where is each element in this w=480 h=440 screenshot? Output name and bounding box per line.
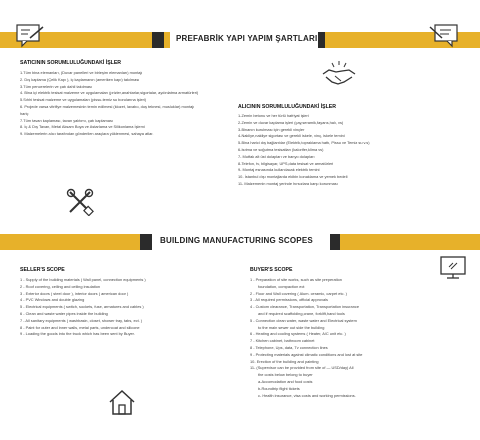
list-item: b-Roundtrip flight tickets (258, 385, 300, 391)
list-item: to the main sewer out side the building (258, 324, 325, 330)
home-icon (108, 388, 136, 416)
list-item: 5 - Connection clean water, waste water and Electrical system (250, 317, 357, 323)
list-item: 2. Dış kaplama (Çelik Kapı ), iç kaplamanın (ameriken kapı) takılması (20, 76, 140, 82)
list-item: 9. Malzemelerin alıcı tarafından gönderilen araçlara yüklenmesi, sahaya atlar. (20, 131, 154, 137)
list-item: a-Accomodation and food costs (258, 378, 313, 384)
handshake-icon (322, 60, 356, 88)
list-item: 1 - Preparation of site works, such as site preperation (250, 277, 342, 282)
list-item: 2-Zemin ve duvar kaplama işleri (çay,seramik,fayans,halı, vs) (238, 119, 344, 125)
seller-en-title: SELLER'S SCOPE (20, 267, 65, 273)
list-item: c- Health insurance, visa costs and working permissions. (258, 392, 356, 398)
tools-icon (66, 188, 94, 216)
buyer-en-list (250, 277, 460, 399)
list-item: 7 - Kitchen cabinet, bathroom cabinet (250, 338, 315, 344)
list-item: and if required scaffolding,crane, forklift,hand tools (258, 310, 345, 316)
list-item: 3-Binanın kurulması için gerekli vinçler (238, 126, 305, 132)
list-item: 1.Tüm bina elemanları, (Duvar panelleri ve birleşim elemanları) montajı (20, 70, 143, 75)
top-banner-title: PREFABRİK YAPI YAPIM ŞARTLARI (176, 34, 318, 43)
list-item: 7.Tüm tavan kaplaması, tavan yalıtımı, çatı kaplaması (20, 117, 113, 123)
buyer-en-title: BUYER'S SCOPE (250, 267, 293, 273)
banner-dark-left (140, 234, 152, 250)
list-item: 5 - Electrical equipments ( switch, sockets, fuse, armatures and cables ) (20, 304, 144, 310)
list-item: 7- Mutfak alt üst dolapları ve banyo dolapları (238, 153, 315, 159)
list-item: 2 - Roof covering, ceiling and ceiling insulation (20, 283, 101, 289)
list-item: 4-Nakliye,nakliye sigortası ve gerekli iskele, vinç, iskele temini (238, 133, 345, 139)
buyer-tr-list (238, 113, 458, 188)
list-item: 8. İç & Dış Tavan, Metal Aksam Boya ve Astarlama ve Silikonlama İşlemi (20, 124, 145, 130)
banner-accent-left (0, 234, 150, 250)
list-item: 4. Bina içi elektrik tesisat malzeme ve uygulamaları (prizler,anahtarlar,sigortalar, aydınlatma armatürleri) (20, 90, 199, 96)
list-item: 8-Telefon, tv, bilgisayar, UPS,data tesisat ve armatürleri (238, 160, 334, 166)
seller-tr-title: SATICININ SORUMLULUĞUNDAKİ İŞLER (20, 60, 122, 66)
list-item: 9- Montaj esnasında kullanılacak elektrik temini (238, 167, 320, 173)
banner-dark-left (152, 32, 164, 48)
list-item: 4 - Custom clearance, Transportation, Transportation insurance (250, 304, 359, 310)
list-item: 6. Projede varsa vitrifiye malzemesinin temin edilmesi (klozet, lavabo, duş teknesi, musluklar) montajı hariç (20, 103, 195, 116)
banner-accent-right (340, 234, 480, 250)
edit-icon (428, 24, 458, 48)
list-item: 8 - Telephone, Ups, data, Tv connection lines (250, 344, 328, 350)
list-item: 10- Erection of the building and painting (250, 358, 319, 364)
list-item: 11- Malzemenin montaj yerinde hırsızlara karşı korunması (238, 180, 338, 186)
list-item: 9 - Loading the goods into the truck which has been sent by Buyer. (20, 331, 135, 337)
list-item: 11- (Supervisor can be provided from site of — USD/day) All (250, 365, 354, 371)
list-item: 6-Isıtma ve soğutma tesisatları (kalorifer,klima vs) (238, 146, 324, 152)
list-item: 3 - Exterior doors ( steel door ), interior doors ( american door ) (20, 290, 129, 296)
list-item: 9 - Protecting materials against climatic conditions and lost at site (250, 351, 363, 357)
bottom-banner (0, 234, 480, 250)
list-item: 4 - PVC Windows and double glazing (20, 297, 85, 303)
list-item: 5-Bina harici dış bağlantılar (Elektrik,topraklama hattı, Pissu ve Temiz su v.s) (238, 140, 370, 146)
list-item: 3 - All required permissions, official approvals (250, 297, 328, 303)
list-item: 8 - Paint for outer and inner walls, metal parts, undercoat and silicone (20, 324, 140, 330)
list-item: 10- İstanbul dışı montajlarda ekibin konaklama ve yemek bedeli (238, 174, 348, 180)
list-item: foundation, compaction ect (258, 283, 305, 289)
list-item: 3.Tüm pencerelerin ve çatı dahil takılması (20, 83, 93, 89)
edit-icon (16, 24, 46, 48)
list-item: 2 - Floor and Wall covering ( Alum. ceramic, carpet etc. ) (250, 290, 347, 296)
list-item: 6 - Heating and cooling systems ( Heater, A/C unit etc. ) (250, 331, 346, 337)
bottom-banner-title: BUILDING MANUFACTURING SCOPES (160, 236, 313, 245)
seller-tr-list (20, 70, 200, 138)
list-item: 1-Zemin betonu ve her türlü hafriyat işleri (238, 113, 309, 118)
buyer-tr-title: ALICININ SORUMLULUĞUNDAKİ İŞLER (238, 104, 336, 110)
seller-en-list (20, 277, 230, 338)
list-item: 7 - All sanitary equipments ( washbasin, closet, shower tray, tabs, ect. ) (20, 317, 143, 323)
list-item: 1 - Supply of the building materials ( Wall panel, connection equipments ) (20, 277, 146, 282)
list-item: 5.Sıhhi tesisat malzeme ve uygulamaları (pissu-temiz su borularına işleri) (20, 97, 147, 103)
list-item: the costs below belong to buyer (258, 372, 313, 378)
list-item: 6 - Clean and waste water pipes inside the building (20, 310, 108, 316)
top-banner (0, 32, 480, 48)
